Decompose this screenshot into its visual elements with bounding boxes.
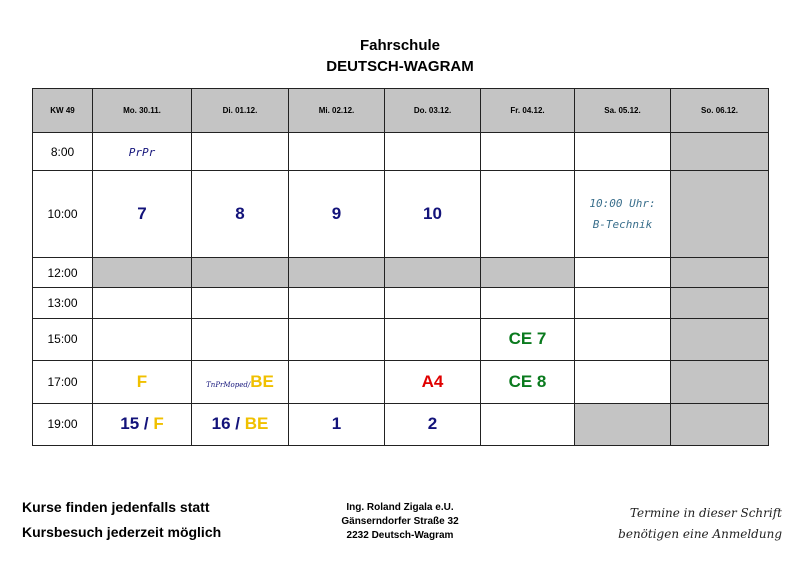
col-header-so: So. 06.12. [671, 89, 769, 133]
table-row [33, 318, 769, 360]
schedule-cell [192, 171, 289, 258]
col-header-di: Di. 01.12. [192, 89, 289, 133]
schedule-cell [575, 133, 671, 171]
registration-note-line1: Termine in dieser Schrift [629, 506, 782, 520]
schedule-cell [671, 361, 769, 403]
schedule-cell [289, 403, 385, 445]
table-row [33, 403, 769, 445]
col-header-do: Do. 03.12. [385, 89, 481, 133]
schedule-cell [385, 288, 481, 318]
owner-name: Ing. Roland Zigala e.U. [346, 502, 454, 513]
course-number: 15 [120, 414, 140, 434]
schedule-cell [481, 171, 575, 258]
time-cell: 19:00 [33, 403, 93, 445]
separator: / [230, 414, 245, 434]
time-cell: 15:00 [33, 318, 93, 360]
schedule-cell [192, 258, 289, 288]
course-label: BE [244, 414, 269, 434]
time-cell: 17:00 [33, 361, 93, 403]
schedule-cell [385, 318, 481, 360]
course-label: CE 7 [508, 329, 547, 349]
schedule-cell [481, 361, 575, 403]
col-header-fr: Fr. 04.12. [481, 89, 575, 133]
table-row [33, 288, 769, 318]
course-number: 8 [235, 204, 245, 224]
schedule-cell [575, 361, 671, 403]
course-label: F [153, 414, 164, 434]
header-row [33, 89, 769, 133]
course-label: PrPr [128, 145, 156, 159]
schedule-cell [385, 361, 481, 403]
course-number: 9 [331, 204, 342, 224]
schedule-cell [289, 133, 385, 171]
course-number: 2 [427, 414, 438, 434]
schedule-cell [192, 403, 289, 445]
schedule-cell [481, 258, 575, 288]
schedule-cell [671, 288, 769, 318]
footer-note-courses: Kurse finden jedenfalls statt [22, 499, 210, 515]
table-row [33, 133, 769, 171]
course-label: CE 8 [508, 371, 547, 391]
col-header-mo: Mo. 30.11. [93, 89, 192, 133]
school-name: Fahrschule [359, 37, 441, 54]
schedule-cell [289, 258, 385, 288]
table-row [33, 258, 769, 288]
schedule-cell [192, 133, 289, 171]
schedule-cell [385, 133, 481, 171]
course-label: A4 [421, 371, 444, 391]
schedule-cell [481, 288, 575, 318]
schedule-cell [289, 171, 385, 258]
schedule-cell [671, 318, 769, 360]
schedule-cell [93, 258, 192, 288]
schedule-cell [671, 133, 769, 171]
schedule-cell [93, 171, 192, 258]
course-number: 16 [211, 414, 231, 434]
schedule-cell [385, 258, 481, 288]
schedule-cell [481, 318, 575, 360]
schedule-cell [481, 133, 575, 171]
time-cell: 10:00 [33, 171, 93, 258]
schedule-cell [93, 133, 192, 171]
school-location: DEUTSCH-WAGRAM [326, 58, 474, 75]
registration-note-line2: benötigen eine Anmeldung [618, 527, 782, 541]
table-row [33, 171, 769, 258]
schedule-cell [575, 288, 671, 318]
schedule-cell [289, 318, 385, 360]
course-note: 10:00 Uhr: [589, 197, 656, 211]
schedule-cell [671, 403, 769, 445]
col-header-sa: Sa. 05.12. [575, 89, 671, 133]
schedule-cell [575, 403, 671, 445]
owner-city: 2232 Deutsch-Wagram [346, 530, 454, 541]
course-note: TnPrMoped/ [206, 380, 251, 389]
table-row [33, 361, 769, 403]
time-cell: 12:00 [33, 258, 93, 288]
course-number: 7 [137, 204, 147, 224]
schedule-cell [385, 403, 481, 445]
schedule-cell [93, 318, 192, 360]
owner-street: Gänserndorfer Straße 32 [341, 516, 459, 527]
course-label: BE [250, 371, 274, 391]
col-header-mi: Mi. 02.12. [289, 89, 385, 133]
schedule-cell [289, 288, 385, 318]
week-header: KW 49 [33, 89, 93, 133]
schedule-cell [575, 171, 671, 258]
schedule-cell [671, 258, 769, 288]
schedule-cell [192, 288, 289, 318]
course-note: B-Technik [592, 218, 653, 232]
schedule-cell [385, 171, 481, 258]
schedule-cell [671, 171, 769, 258]
schedule-cell [93, 288, 192, 318]
schedule-cell [575, 258, 671, 288]
schedule-cell [289, 361, 385, 403]
schedule-cell [481, 403, 575, 445]
course-label: F [136, 371, 148, 391]
schedule-table [32, 88, 769, 446]
time-cell: 8:00 [33, 133, 93, 171]
schedule-cell [192, 318, 289, 360]
schedule-cell [93, 361, 192, 403]
footer-note-attendance: Kursbesuch jederzeit möglich [22, 524, 222, 540]
schedule-cell [93, 403, 192, 445]
schedule-cell [192, 361, 289, 403]
time-cell: 13:00 [33, 288, 93, 318]
schedule-cell [575, 318, 671, 360]
course-number: 1 [331, 414, 342, 434]
course-number: 10 [423, 204, 442, 224]
separator: / [139, 414, 154, 434]
